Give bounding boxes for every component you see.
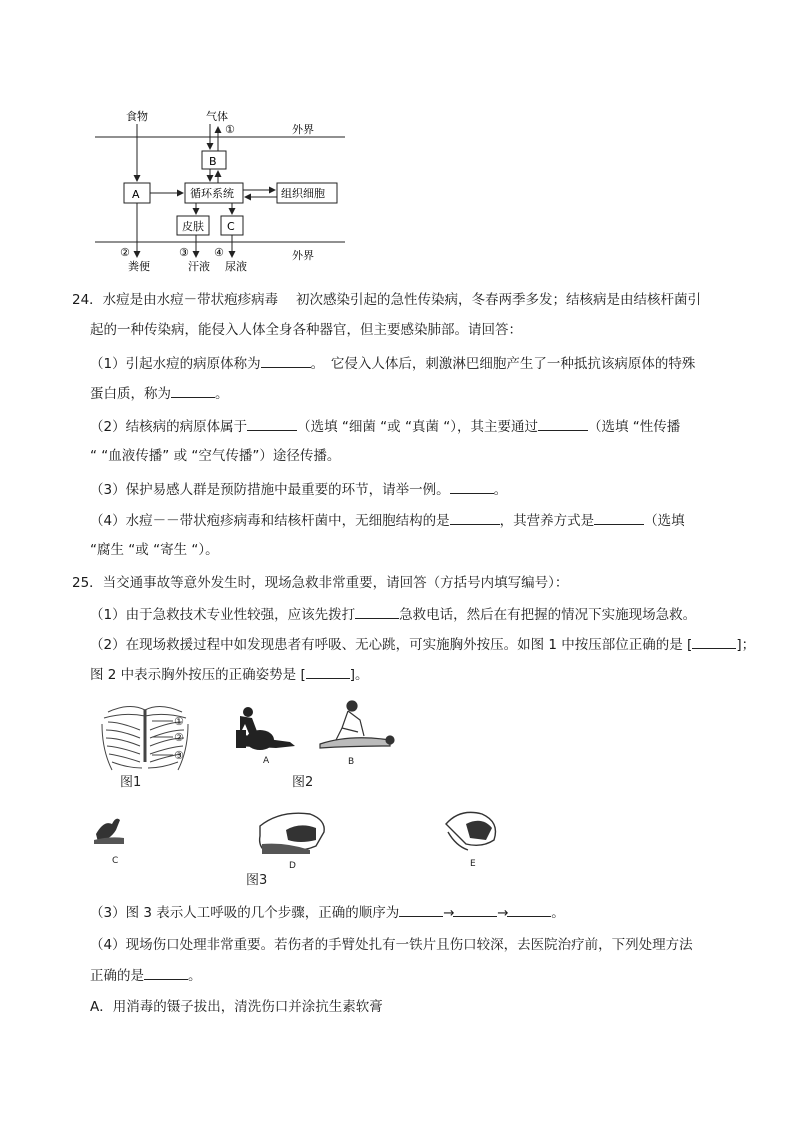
label-feces: 粪便 bbox=[128, 260, 150, 273]
q25-p3-arrow-2: → bbox=[497, 905, 509, 921]
fig1-num1: ① bbox=[174, 715, 184, 728]
q25-p3-blank-step3[interactable] bbox=[507, 902, 551, 917]
box-b-label: B bbox=[209, 155, 217, 168]
q24-p4-text-c: （选填 bbox=[644, 513, 685, 529]
fig2b-illustration bbox=[320, 701, 394, 748]
q24-stem-text2: 起的一种传染病，能侵入人体全身各种器官，但主要感染肺部。请回答： bbox=[90, 322, 522, 338]
q24-part1-line1 bbox=[90, 353, 695, 374]
q25-p4-blank-answer[interactable] bbox=[144, 965, 188, 980]
box-circulation-label: 循环系统 bbox=[190, 187, 234, 200]
q25-p1-text-a: （1）由于急救技术专业性较强，应该先拨打 bbox=[90, 607, 356, 623]
fig3c-illustration bbox=[94, 819, 124, 844]
q25-option-a-text: A．用消毒的镊子拔出，清洗伤口并涂抗生素软膏 bbox=[90, 999, 383, 1015]
q24-p1-text-a: （1）引起水痘的病原体称为 bbox=[90, 356, 261, 372]
label-num3: ③ bbox=[179, 246, 189, 259]
q25-part2-line2 bbox=[90, 664, 369, 685]
q25-p4-text-a: （4）现场伤口处理非常重要。若伤者的手臂处扎有一铁片且伤口较深，去医院治疗前，下列处理方法 bbox=[90, 937, 693, 953]
q24-stem-line1 bbox=[72, 290, 701, 310]
q24-part4-line1 bbox=[90, 510, 685, 531]
q24-part2-line1 bbox=[90, 416, 680, 437]
q25-part4-line2 bbox=[90, 965, 202, 986]
box-skin-label: 皮肤 bbox=[182, 220, 204, 233]
q24-p4-blank-noncell[interactable] bbox=[450, 510, 500, 525]
q25-stem-line bbox=[72, 573, 568, 593]
figure-3 bbox=[90, 806, 530, 896]
fig1-label: 图1 bbox=[120, 775, 142, 790]
q25-p1-text-b: 急救电话，然后在有把握的情况下实施现场急救。 bbox=[399, 607, 697, 623]
q25-p2-blank-position[interactable] bbox=[692, 634, 736, 649]
fig1-num2: ② bbox=[174, 731, 184, 744]
q24-p4-text-a: （4）水痘－－带状疱疹病毒和结核杆菌中，无细胞结构的是 bbox=[90, 513, 450, 529]
fig2-label: 图2 bbox=[292, 775, 314, 790]
label-gas: 气体 bbox=[206, 110, 228, 123]
label-outside-bottom: 外界 bbox=[292, 249, 314, 262]
q25-p3-text-b: 。 bbox=[551, 905, 565, 921]
fig3d-illustration bbox=[260, 813, 325, 854]
fig3-label: 图3 bbox=[246, 873, 268, 888]
q24-p3-blank-example[interactable] bbox=[450, 479, 494, 494]
q24-stem-line2 bbox=[90, 320, 522, 340]
q25-part1-line bbox=[90, 604, 696, 625]
q25-p3-arrow-1: → bbox=[443, 905, 455, 921]
q24-part3-line bbox=[90, 479, 507, 500]
fig3e-label: E bbox=[470, 859, 476, 869]
box-a-label: A bbox=[132, 188, 140, 201]
q24-p4-text-b: ，其营养方式是 bbox=[499, 513, 595, 529]
q24-part2-line2 bbox=[90, 446, 340, 466]
q25-p1-blank-phone[interactable] bbox=[355, 604, 399, 619]
q24-p2-text-a: （2）结核病的病原体属于 bbox=[90, 419, 248, 435]
q24-p2-blank-type[interactable] bbox=[247, 416, 297, 431]
fig3d-label: D bbox=[289, 861, 296, 871]
q24-p4-text-d: “腐生 “或 “寄生 “）。 bbox=[90, 542, 219, 558]
fig1-num3: ③ bbox=[174, 749, 184, 762]
label-sweat: 汗液 bbox=[188, 260, 210, 273]
fig2a-illustration bbox=[236, 707, 295, 750]
q25-part2-line1 bbox=[90, 634, 755, 655]
q24-p2-blank-route[interactable] bbox=[538, 416, 588, 431]
label-outside-top: 外界 bbox=[292, 123, 314, 136]
q24-p1-blank-antibody[interactable] bbox=[171, 383, 215, 398]
q24-p2-text-b: （选填 “细菌 “或 “真菌 “），其主要通过 bbox=[297, 419, 538, 435]
q25-p2-text-c: 图 2 中表示胸外按压的正确姿势是 [ bbox=[90, 667, 306, 683]
q24-p1-text-c: 蛋白质，称为 bbox=[90, 386, 171, 402]
q24-stem-text1: 24．水痘是由水痘－带状疱疹病毒 初次感染引起的急性传染病，冬春两季多发；结核病是由结核杆菌引 bbox=[72, 292, 701, 308]
q25-p3-blank-step1[interactable] bbox=[399, 902, 443, 917]
q25-p4-text-b: 正确的是 bbox=[90, 968, 144, 984]
box-c-label: C bbox=[227, 220, 235, 233]
q24-p3-text-a: （3）保护易感人群是预防措施中最重要的环节，请举一例。 bbox=[90, 482, 450, 498]
q25-stem-text: 25．当交通事故等意外发生时，现场急救非常重要，请回答（方括号内填写编号）： bbox=[72, 575, 569, 591]
q25-p2-text-a: （2）在现场救援过程中如发现患者有呼吸、无心跳，可实施胸外按压。如图 1 中按压部位正确的是 [ bbox=[90, 637, 693, 653]
body-systems-diagram bbox=[0, 0, 794, 280]
q25-part3-line bbox=[90, 902, 565, 923]
label-urine: 尿液 bbox=[225, 260, 247, 273]
fig3e-illustration bbox=[446, 812, 496, 850]
q24-p3-text-b: 。 bbox=[493, 482, 508, 498]
fig2a-label: A bbox=[263, 756, 270, 766]
q25-p2-blank-posture[interactable] bbox=[306, 664, 350, 679]
label-num2: ② bbox=[120, 246, 130, 259]
figures-1-2 bbox=[90, 700, 510, 800]
q24-p4-blank-nutrition[interactable] bbox=[594, 510, 644, 525]
q24-p1-text-d: 。 bbox=[215, 386, 229, 402]
box-tissue-label: 组织细胞 bbox=[281, 187, 325, 200]
q24-part1-line2 bbox=[90, 383, 229, 404]
q25-option-a bbox=[90, 997, 383, 1017]
fig2b-label: B bbox=[348, 757, 355, 767]
label-num4: ④ bbox=[214, 246, 224, 259]
q25-p3-blank-step2[interactable] bbox=[453, 902, 497, 917]
label-food: 食物 bbox=[126, 110, 148, 123]
q24-p2-text-c: （选填 “性传播 bbox=[587, 419, 681, 435]
q24-p1-blank-pathogen[interactable] bbox=[261, 353, 311, 368]
q24-p2-text-d: “ “血液传播” 或 “空气传播”）途径传播。 bbox=[90, 448, 341, 464]
label-num1: ① bbox=[225, 123, 235, 136]
q25-part4-line1 bbox=[90, 935, 693, 955]
fig3c-label: C bbox=[112, 856, 119, 866]
q25-p2-text-d: ]。 bbox=[349, 667, 369, 683]
q25-p2-text-b: ]； bbox=[736, 637, 756, 653]
q25-p3-text-a: （3）图 3 表示人工呼吸的几个步骤，正确的顺序为 bbox=[90, 905, 400, 921]
q24-part4-line2 bbox=[90, 540, 219, 560]
q24-p1-text-b: 。 它侵入人体后，刺激淋巴细胞产生了一种抵抗该病原体的特殊 bbox=[310, 356, 696, 372]
q25-p4-text-c: 。 bbox=[188, 968, 202, 984]
